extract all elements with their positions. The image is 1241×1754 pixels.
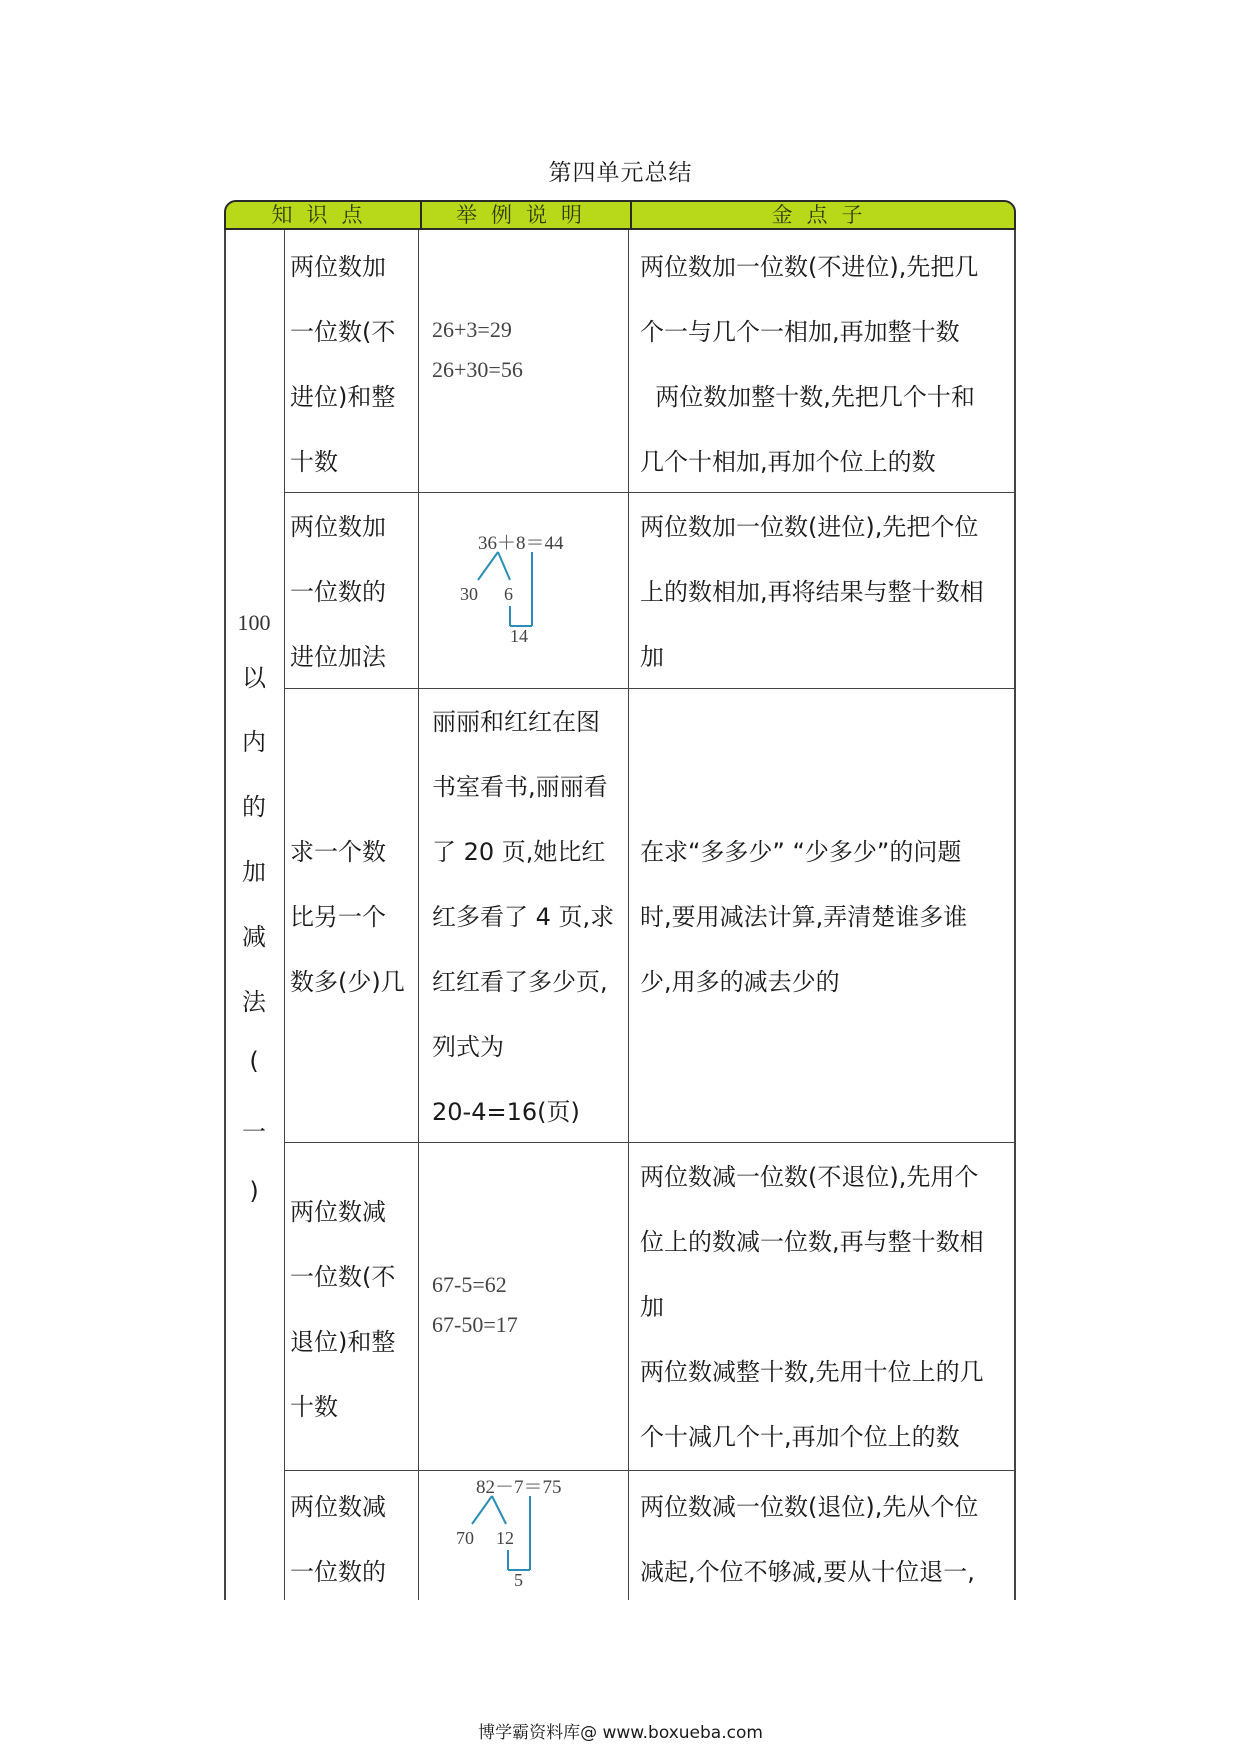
header-example: 举例说明 (456, 203, 596, 227)
unit-char: 法 (242, 988, 266, 1016)
tip-line: 两位数减一位数(退位),先从个位 (640, 1493, 979, 1521)
unit-char: ( (249, 1047, 259, 1075)
example-line: 20-4=16(页) (432, 1098, 580, 1126)
tip-line: 两位数加整十数,先把几个十和 (640, 383, 975, 411)
example-line: 红红看了多少页, (432, 968, 608, 996)
topic-line: 进位)和整 (290, 383, 396, 411)
footer-watermark: 博学霸资料库@ www.boxueba.com (478, 1723, 763, 1743)
diagram-tens: 30 (460, 584, 478, 604)
tip-line: 在求“多多少” “少多少”的问题 (640, 838, 962, 866)
tip-line: 加 (640, 643, 664, 671)
tip-line: 加 (640, 1293, 664, 1321)
example-line: 26+30=56 (432, 357, 523, 382)
topic-line: 两位数加 (290, 513, 386, 541)
tip-line: 减起,个位不够减,要从十位退一, (640, 1558, 975, 1586)
topic-line: 两位数减 (290, 1493, 386, 1521)
unit-char: 加 (242, 858, 266, 886)
diagram-tens: 70 (456, 1528, 474, 1548)
topic-line: 一位数的 (290, 578, 386, 606)
tip-line: 两位数加一位数(不进位),先把几 (640, 253, 979, 281)
tip-line: 个一与几个一相加,再加整十数 (640, 318, 960, 346)
topic-line: 一位数(不 (290, 1263, 396, 1291)
topic-line: 退位)和整 (290, 1328, 396, 1356)
tip-line: 时,要用减法计算,弄清楚谁多谁 (640, 903, 968, 931)
tip-line: 位上的数减一位数,再与整十数相 (640, 1228, 984, 1256)
unit-char: 减 (242, 923, 266, 951)
example-line: 67-50=17 (432, 1312, 518, 1337)
topic-line: 进位加法 (290, 643, 386, 671)
tip-line: 少,用多的减去少的 (640, 968, 840, 996)
diagram-result: 5 (514, 1570, 523, 1590)
example-line: 丽丽和红红在图 (432, 708, 600, 736)
unit-char: 一 (242, 1118, 266, 1146)
topic-line: 一位数(不 (290, 318, 396, 346)
unit-char: 的 (242, 793, 266, 821)
table-header (224, 200, 1016, 230)
diagram-equation: 36＋8＝44 (478, 533, 564, 554)
topic-line: 两位数加 (290, 253, 386, 281)
topic-line: 比另一个 (290, 903, 386, 931)
topic-line: 数多(少)几 (290, 968, 405, 996)
header-tips: 金点子 (771, 203, 877, 227)
topic-line: 十数 (290, 1393, 338, 1421)
tip-line: 个十减几个十,再加个位上的数 (640, 1423, 960, 1451)
example-line: 了 20 页,她比红 (432, 838, 606, 866)
example-line: 列式为 (432, 1033, 504, 1061)
topic-line: 两位数减 (290, 1198, 386, 1226)
unit-char: ) (249, 1177, 259, 1205)
tip-line: 两位数减一位数(不退位),先用个 (640, 1163, 979, 1191)
diagram-equation: 82－7＝75 (476, 1477, 562, 1498)
topic-line: 求一个数 (290, 838, 386, 866)
unit-char: 以 (242, 664, 266, 692)
tip-line: 两位数加一位数(进位),先把个位 (640, 513, 979, 541)
tip-line: 几个十相加,再加个位上的数 (640, 448, 936, 476)
example-line: 26+3=29 (432, 317, 512, 342)
tip-line: 两位数减整十数,先用十位上的几 (640, 1358, 984, 1386)
page-title: 第四单元总结 (548, 160, 693, 186)
topic-line: 一位数的 (290, 1558, 386, 1586)
split-diagram (450, 528, 600, 648)
split-diagram (450, 1472, 600, 1592)
diagram-ones: 6 (504, 584, 513, 604)
example-line: 红多看了 4 页,求 (432, 903, 615, 931)
unit-number: 100 (237, 610, 271, 635)
header-knowledge-point: 知识点 (271, 203, 377, 227)
diagram-result: 14 (510, 626, 528, 646)
unit-char: 内 (242, 728, 266, 756)
example-line: 书室看书,丽丽看 (432, 773, 608, 801)
example-line: 67-5=62 (432, 1272, 507, 1297)
topic-line: 十数 (290, 448, 338, 476)
tip-line: 上的数相加,再将结果与整十数相 (640, 578, 984, 606)
diagram-ones: 12 (496, 1528, 514, 1548)
